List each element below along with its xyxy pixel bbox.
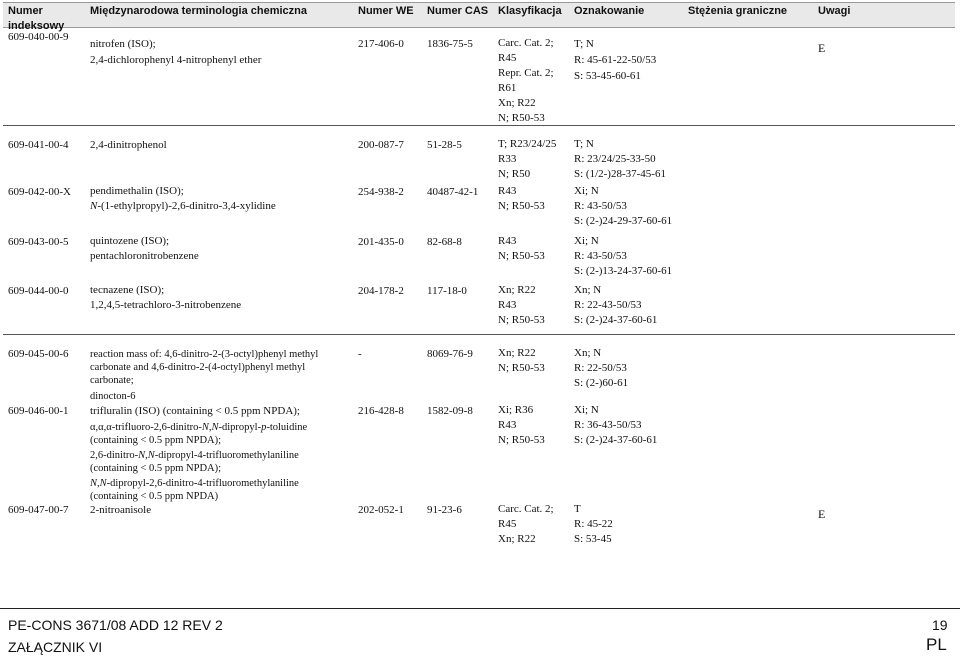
label-line: Xi; N <box>574 404 599 416</box>
name-part: -dipropyl-2,6-dinitro-4-trifluoromethylaniline <box>106 478 299 489</box>
footer-doc-ref: PE-CONS 3671/08 ADD 12 REV 2 <box>8 617 223 633</box>
class-line: R43 <box>498 299 517 311</box>
italic-n: N <box>90 200 98 212</box>
italic-n: N <box>201 422 209 433</box>
row-cas: 1582-09-8 <box>427 405 473 417</box>
row-name <box>90 184 276 214</box>
name-line <box>90 199 276 214</box>
class-line: N; R50-53 <box>498 200 545 212</box>
row-index: 609-045-00-6 <box>8 348 69 360</box>
header-limits: Stężenia graniczne <box>688 5 788 17</box>
name-line: pendimethalin (ISO); <box>90 185 184 197</box>
class-line: Xn; R22 <box>498 347 536 359</box>
name-line <box>90 477 307 490</box>
header-notes: Uwagi <box>818 5 851 17</box>
name-line: pentachloronitrobenzene <box>90 250 199 262</box>
italic-n: N <box>138 450 146 461</box>
row-name: 2-nitroanisole <box>90 504 152 516</box>
class-line: Xi; R36 <box>498 404 534 416</box>
name-line: carbonate and 4,6-dinitro-2-(4-octyl)phenyl methyl <box>90 362 306 373</box>
row-label <box>574 137 666 182</box>
row-notes: E <box>818 41 826 55</box>
name-line: reaction mass of: 4,6-dinitro-2-(3-octyl)phenyl methyl <box>90 349 319 360</box>
row-class <box>498 346 545 376</box>
row-name <box>90 348 318 403</box>
name-part: , <box>145 450 148 461</box>
class-line: Xn; R22 <box>498 533 536 545</box>
row-cas: 1836-75-5 <box>427 38 473 50</box>
class-line: Repr. Cat. 2; <box>498 67 554 79</box>
name-part: -toluidine <box>266 422 308 433</box>
header-index-line1: Numer <box>8 5 43 17</box>
name-line: dinocton-6 <box>90 391 136 402</box>
class-line: N; R50-53 <box>498 362 545 374</box>
row-cas: 40487-42-1 <box>427 186 479 198</box>
row-label <box>574 502 613 547</box>
row-ec: - <box>358 348 362 360</box>
class-line: R43 <box>498 235 517 247</box>
row-class <box>498 234 545 264</box>
row-index: 609-042-00-X <box>8 186 71 198</box>
class-line: Xn; R22 <box>498 97 536 109</box>
italic-n: N <box>99 478 107 489</box>
class-line: Carc. Cat. 2; <box>498 503 554 515</box>
row-ec: 254-938-2 <box>358 186 404 198</box>
row-ec: 204-178-2 <box>358 285 404 297</box>
label-line: S: (2-)13-24-37-60-61 <box>574 265 673 277</box>
class-line: R43 <box>498 419 517 431</box>
row-index: 609-043-00-5 <box>8 236 69 248</box>
footer-rule <box>0 608 960 609</box>
header-ec: Numer WE <box>358 5 414 17</box>
class-line: N; R50 <box>498 168 531 180</box>
row-class <box>498 184 545 214</box>
row-class <box>498 137 556 182</box>
footer-annex: ZAŁĄCZNIK VI <box>8 639 103 655</box>
row-index: 609-040-00-9 <box>8 31 69 43</box>
group-divider <box>3 125 955 126</box>
name-line: (containing < 0.5 ppm NPDA) <box>90 491 219 502</box>
name-line <box>90 421 307 434</box>
row-index: 609-041-00-4 <box>8 139 69 151</box>
name-line: tecnazene (ISO); <box>90 284 165 296</box>
label-line: R: 36-43-50/53 <box>574 419 642 431</box>
row-label <box>574 234 672 279</box>
label-line: R: 45-22 <box>574 518 613 530</box>
label-line: S: (2-)60-61 <box>574 377 629 389</box>
label-line: Xi; N <box>574 185 599 197</box>
name-line: 2,4-dichlorophenyl 4-nitrophenyl ether <box>90 54 262 66</box>
italic-n: N <box>147 450 155 461</box>
label-line: R: 22-50/53 <box>574 362 627 374</box>
header-label: Oznakowanie <box>574 5 645 17</box>
row-cas: 91-23-6 <box>427 504 462 516</box>
class-line: N; R50-53 <box>498 112 545 124</box>
name-rest: -(1-ethylpropyl)-2,6-dinitro-3,4-xylidine <box>97 200 276 212</box>
name-part: α,α,α-trifluoro-2,6-dinitro- <box>90 422 202 433</box>
row-cas: 117-18-0 <box>427 285 467 297</box>
label-line: R: 22-43-50/53 <box>574 299 642 311</box>
name-line <box>90 449 307 462</box>
header-class: Klasyfikacja <box>498 5 562 17</box>
header-name: Międzynarodowa terminologia chemiczna <box>90 5 307 17</box>
label-line: S: 53-45-60-61 <box>574 70 641 82</box>
class-line: R61 <box>498 82 517 94</box>
name-part: 2,6-dinitro- <box>90 450 139 461</box>
footer-page: 19 <box>932 617 948 633</box>
footer-lang: PL <box>926 635 947 654</box>
class-line: R33 <box>498 153 517 165</box>
row-label <box>574 184 672 229</box>
row-cas: 8069-76-9 <box>427 348 473 360</box>
label-line: T <box>574 503 581 515</box>
italic-p: p <box>261 422 267 433</box>
name-part: , <box>208 422 212 433</box>
name-part: -dipropyl- <box>218 422 262 433</box>
label-line: T; N <box>574 38 594 50</box>
label-line: S: (1/2-)28-37-45-61 <box>574 168 666 180</box>
row-ec: 216-428-8 <box>358 405 404 417</box>
class-line: Carc. Cat. 2; <box>498 37 554 49</box>
name-line: nitrofen (ISO); <box>90 38 156 50</box>
label-line: R: 43-50/53 <box>574 250 627 262</box>
row-name-synonyms <box>90 421 307 503</box>
label-line: Xn; N <box>574 347 602 359</box>
class-line: T; R23/24/25 <box>498 138 557 150</box>
row-label <box>574 283 657 328</box>
row-index: 609-047-00-7 <box>8 504 69 516</box>
italic-n: N <box>211 422 219 433</box>
row-label <box>574 346 628 391</box>
row-name <box>90 234 199 264</box>
name-line: carbonate; <box>90 375 134 386</box>
class-line: R45 <box>498 518 517 530</box>
name-line: 1,2,4,5-tetrachloro-3-nitrobenzene <box>90 299 242 311</box>
name-line: (containing < 0.5 ppm NPDA); <box>90 435 222 446</box>
group-divider <box>3 334 955 335</box>
row-class <box>498 502 554 547</box>
row-label <box>574 36 656 84</box>
class-line: R43 <box>498 185 517 197</box>
row-name: trifluralin (ISO) (containing < 0.5 ppm NPDA); <box>90 405 300 417</box>
name-part: , <box>97 478 100 489</box>
row-label <box>574 403 657 448</box>
label-line: Xi; N <box>574 235 599 247</box>
row-ec: 202-052-1 <box>358 504 404 516</box>
row-cas: 51-28-5 <box>427 139 462 151</box>
row-name <box>90 283 241 313</box>
label-line: Xn; N <box>574 284 602 296</box>
name-part: -dipropyl-4-trifluoromethylaniline <box>154 450 299 461</box>
class-line: R45 <box>498 52 517 64</box>
name-line: quintozene (ISO); <box>90 235 170 247</box>
class-line: Xn; R22 <box>498 284 536 296</box>
name-line: (containing < 0.5 ppm NPDA); <box>90 463 222 474</box>
italic-n: N <box>90 478 98 489</box>
row-name <box>90 36 261 68</box>
label-line: S: (2-)24-29-37-60-61 <box>574 215 673 227</box>
label-line: R: 43-50/53 <box>574 200 627 212</box>
row-ec: 200-087-7 <box>358 139 404 151</box>
row-name: 2,4-dinitrophenol <box>90 139 167 151</box>
row-class <box>498 36 554 126</box>
label-line: S: (2-)24-37-60-61 <box>574 434 658 446</box>
row-notes: E <box>818 507 826 521</box>
row-ec: 217-406-0 <box>358 38 404 50</box>
class-line: N; R50-53 <box>498 250 545 262</box>
label-line: R: 23/24/25-33-50 <box>574 153 656 165</box>
row-class <box>498 403 545 448</box>
header-index-line2: indeksowy <box>8 20 65 32</box>
class-line: N; R50-53 <box>498 434 545 446</box>
class-line: N; R50-53 <box>498 314 545 326</box>
row-cas: 82-68-8 <box>427 236 462 248</box>
row-class <box>498 283 545 328</box>
row-ec: 201-435-0 <box>358 236 404 248</box>
row-index: 609-044-00-0 <box>8 285 69 297</box>
label-line: R: 45-61-22-50/53 <box>574 54 657 66</box>
label-line: S: 53-45 <box>574 533 612 545</box>
header-cas: Numer CAS <box>427 5 489 17</box>
row-index: 609-046-00-1 <box>8 405 69 417</box>
label-line: T; N <box>574 138 594 150</box>
label-line: S: (2-)24-37-60-61 <box>574 314 658 326</box>
